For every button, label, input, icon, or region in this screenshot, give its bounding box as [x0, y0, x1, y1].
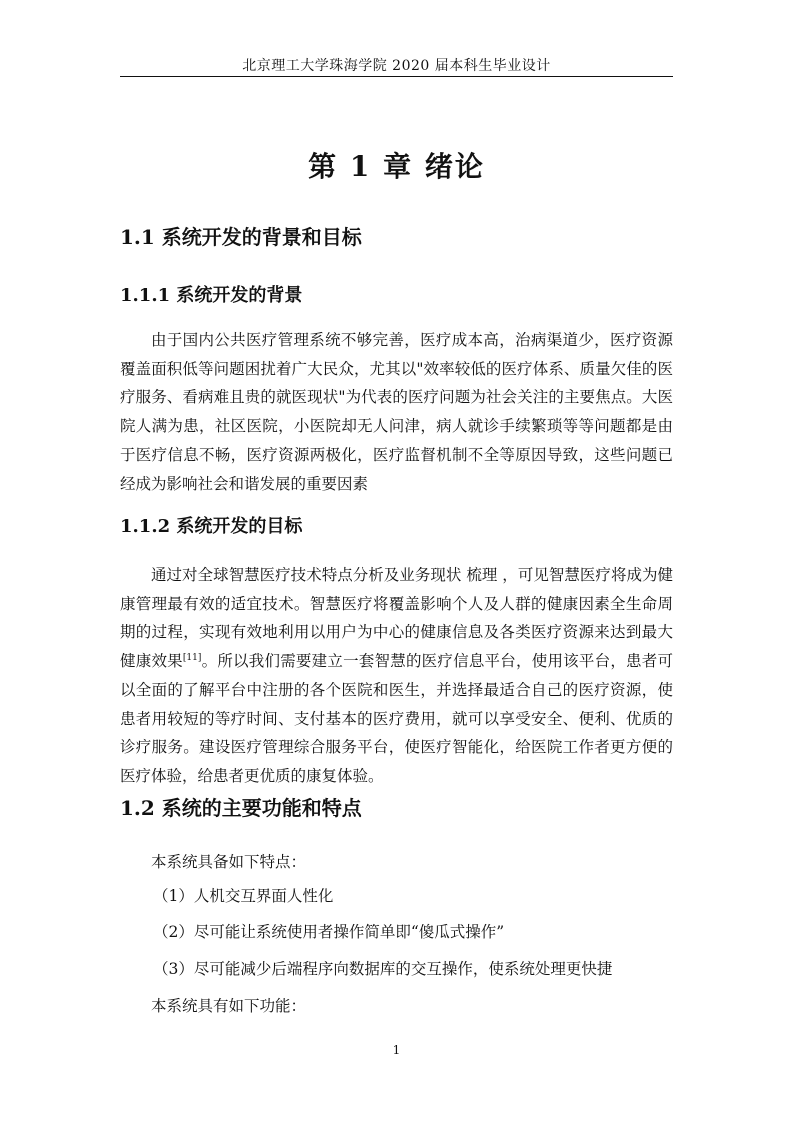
paragraph-goals: [120, 561, 673, 791]
citation-marker: [11]: [182, 652, 202, 663]
list-item-feature-3: （3）尽可能减少后端程序向数据库的交互操作，使系统处理更快捷: [153, 960, 613, 978]
list-item-feature-1: （1）人机交互界面人性化: [153, 887, 334, 905]
list-item-feature-2: （2）尽可能让系统使用者操作简单即“傻瓜式操作”: [153, 923, 505, 941]
page-number: 1: [392, 1043, 401, 1057]
section-heading-1-2: 1.2 系统的主要功能和特点: [120, 796, 362, 820]
paragraph-goals-part1: 通过对全球智慧医疗技术特点分析及业务现状 梳理 ，可见智慧医疗将成为健康管理最有效的适宜技术。智慧医疗将覆盖影响个人及人群的健康因素全生命周期的过程，实现有效地利用以用户为中心的健康信息及各类医疗资源来达到最大健康效果: [120, 566, 673, 671]
paragraph-background: 由于国内公共医疗管理系统不够完善，医疗成本高，治病渠道少，医疗资源覆盖面积低等问题困扰着广大民众，尤其以"效率较低的医疗体系、质量欠佳的医疗服务、看病难且贵的就医现状"为代表的医疗问题为社会关注的主要焦点。大医院人满为患，社区医院，小医院却无人问津，病人就诊手续繁琐等等问题都是由于医疗信息不畅，医疗资源两极化，医疗监督机制不全等原因导致，这些问题已经成为影响社会和谐发展的重要因素: [120, 331, 673, 493]
section-heading-1-1-1: 1.1.1 系统开发的背景: [120, 285, 303, 306]
functions-intro: 本系统具有如下功能：: [151, 997, 307, 1015]
section-heading-1-1-2: 1.1.2 系统开发的目标: [120, 516, 303, 537]
running-header: 北京理工大学珠海学院 2020 届本科生毕业设计: [242, 58, 551, 74]
chapter-title: 第 1 章 绪论: [308, 150, 485, 183]
section-heading-1-1: 1.1 系统开发的背景和目标: [120, 225, 362, 249]
features-intro: 本系统具备如下特点：: [151, 853, 307, 871]
paragraph-goals-part2: 。所以我们需要建立一套智慧的医疗信息平台，使用该平台，患者可以全面的了解平台中注册的各个医院和医生，并选择最适合自己的医疗资源，使患者用较短的等疗时间、支付基本的医疗费用，就可以享受安全、便利、优质的诊疗服务。建设医疗管理综合服务平台，使医疗智能化，给医院工作者更方便的医疗体验，给患者更优质的康复体验。: [120, 652, 673, 785]
header-rule: [120, 76, 673, 77]
